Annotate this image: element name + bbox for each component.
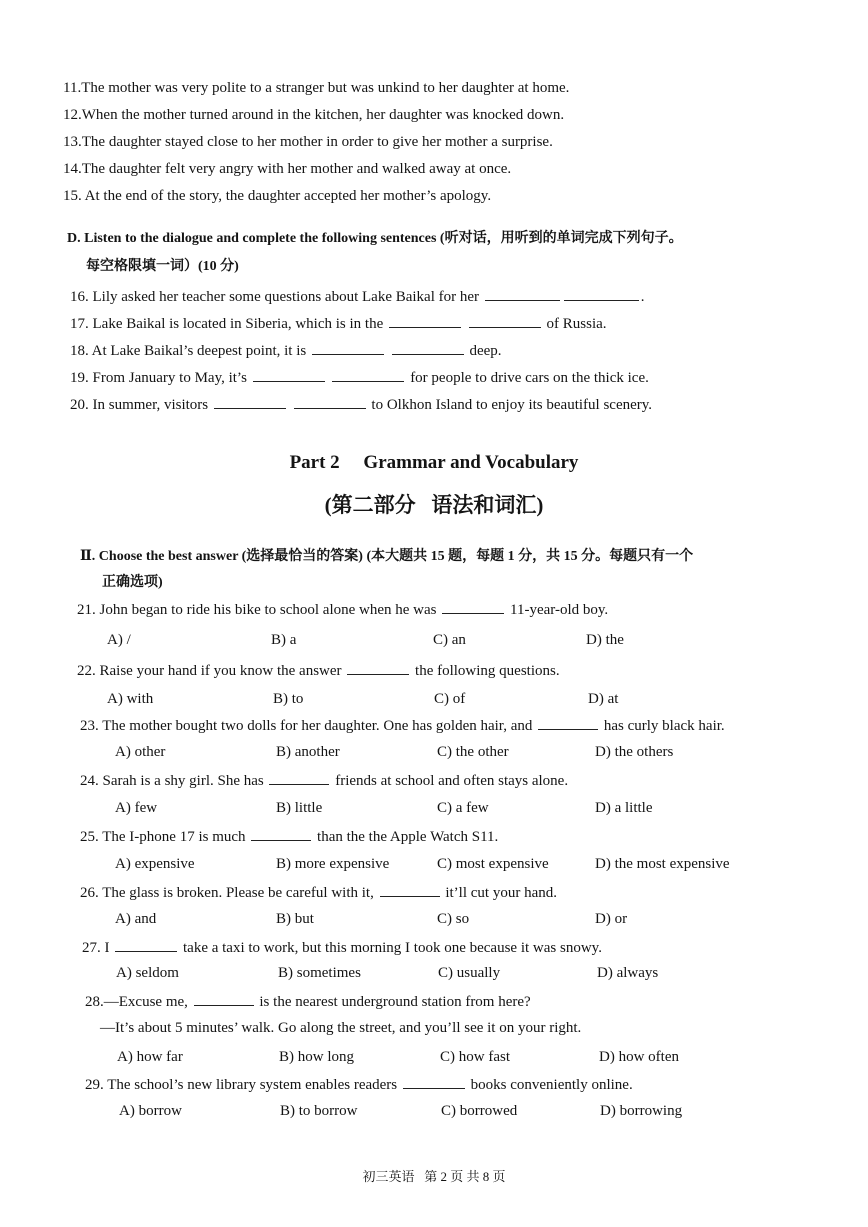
tf-item: 14.The daughter felt very angry with her mother and walked away at once. xyxy=(63,161,512,177)
option-c[interactable]: C) so xyxy=(437,911,470,927)
question-text: 28.—Excuse me, xyxy=(85,994,188,1010)
option-d[interactable]: D) the most expensive xyxy=(595,856,730,872)
tf-item: 15. At the end of the story, the daughter accepted her mother’s apology. xyxy=(63,188,492,204)
answer-blank[interactable] xyxy=(564,287,639,301)
answer-blank[interactable] xyxy=(347,661,409,675)
question-text: 29. The school’s new library system enables readers xyxy=(85,1077,398,1093)
fill-item-text: of Russia. xyxy=(546,316,607,332)
fill-item-text: 17. Lake Baikal is located in Siberia, which is in the xyxy=(70,316,384,332)
section-ii-heading-cont: 正确选项) xyxy=(102,575,163,590)
fill-item xyxy=(70,368,649,387)
option-c[interactable]: C) how fast xyxy=(440,1049,510,1065)
answer-blank[interactable] xyxy=(115,938,177,952)
question-text: it’ll cut your hand. xyxy=(445,885,557,901)
question-stem xyxy=(77,600,608,619)
fill-item-text: to Olkhon Island to enjoy its beautiful scenery. xyxy=(371,397,653,413)
option-b[interactable]: B) sometimes xyxy=(278,965,361,981)
option-a[interactable]: A) borrow xyxy=(119,1103,182,1119)
option-b[interactable]: B) but xyxy=(276,911,314,927)
part-title: Part 2 Grammar and Vocabulary xyxy=(289,452,579,473)
question-stem xyxy=(77,661,560,680)
part-subtitle: (第二部分 语法和词汇) xyxy=(324,493,544,517)
page-footer: 初三英语 第 2 页 共 8 页 xyxy=(362,1169,506,1184)
answer-blank[interactable] xyxy=(312,341,384,355)
option-a[interactable]: A) few xyxy=(115,800,158,816)
answer-blank[interactable] xyxy=(442,600,504,614)
option-c[interactable]: C) an xyxy=(433,632,466,648)
option-d[interactable]: D) the xyxy=(586,632,624,648)
fill-item xyxy=(70,395,652,414)
option-d[interactable]: D) a little xyxy=(595,800,653,816)
option-a[interactable]: A) expensive xyxy=(115,856,195,872)
answer-blank[interactable] xyxy=(214,395,286,409)
fill-item-text: for people to drive cars on the thick ice. xyxy=(410,370,649,386)
question-text: take a taxi to work, but this morning I took one because it was snowy. xyxy=(183,940,602,956)
question-text: has curly black hair. xyxy=(603,718,725,734)
answer-blank[interactable] xyxy=(332,368,404,382)
option-b[interactable]: B) little xyxy=(276,800,323,816)
option-a[interactable]: A) other xyxy=(115,744,166,760)
question-stem xyxy=(85,992,531,1011)
option-d[interactable]: D) or xyxy=(595,911,628,927)
answer-blank[interactable] xyxy=(469,314,541,328)
question-text: friends at school and often stays alone. xyxy=(335,773,569,789)
question-text: 11-year-old boy. xyxy=(510,602,609,618)
option-d[interactable]: D) the others xyxy=(595,744,674,760)
section-d-heading: D. Listen to the dialogue and complete the following sentences (听对话，用听到的单词完成下列句子。 xyxy=(67,231,683,246)
fill-item-text: . xyxy=(640,289,645,305)
option-b[interactable]: B) more expensive xyxy=(276,856,390,872)
option-c[interactable]: C) borrowed xyxy=(441,1103,518,1119)
option-c[interactable]: C) of xyxy=(434,691,466,707)
question-text: 25. The I-phone 17 is much xyxy=(80,829,246,845)
section-ii-heading: Ⅱ. Choose the best answer (选择最恰当的答案) (本大题共 15 题，每题 1 分，共 15 分。每题只有一个 xyxy=(80,549,694,564)
option-a[interactable]: A) seldom xyxy=(116,965,179,981)
option-b[interactable]: B) to xyxy=(273,691,304,707)
fill-item-text: 19. From January to May, it’s xyxy=(70,370,247,386)
option-c[interactable]: C) the other xyxy=(437,744,509,760)
answer-blank[interactable] xyxy=(194,992,254,1006)
question-stem xyxy=(80,771,568,790)
fill-item-text: 20. In summer, visitors xyxy=(70,397,209,413)
answer-blank[interactable] xyxy=(294,395,366,409)
question-text: than the the Apple Watch S11. xyxy=(317,829,499,845)
question-dialogue-reply: —It’s about 5 minutes’ walk. Go along the street, and you’ll see it on your right. xyxy=(100,1020,582,1036)
option-b[interactable]: B) to borrow xyxy=(280,1103,358,1119)
tf-item: 11.The mother was very polite to a stranger but was unkind to her daughter at home. xyxy=(63,80,570,96)
answer-blank[interactable] xyxy=(269,771,329,785)
option-b[interactable]: B) a xyxy=(271,632,297,648)
question-text: 27. I xyxy=(82,940,110,956)
fill-item-text: 18. At Lake Baikal’s deepest point, it is xyxy=(70,343,307,359)
option-c[interactable]: C) a few xyxy=(437,800,489,816)
option-d[interactable]: D) at xyxy=(588,691,619,707)
option-d[interactable]: D) borrowing xyxy=(600,1103,683,1119)
answer-blank[interactable] xyxy=(389,314,461,328)
question-text: 26. The glass is broken. Please be careful with it, xyxy=(80,885,374,901)
answer-blank[interactable] xyxy=(538,716,598,730)
fill-item-text: 16. Lily asked her teacher some questions about Lake Baikal for her xyxy=(70,289,480,305)
question-stem xyxy=(85,1075,633,1094)
tf-item: 12.When the mother turned around in the kitchen, her daughter was knocked down. xyxy=(63,107,565,123)
question-text: is the nearest underground station from here? xyxy=(259,994,531,1010)
option-d[interactable]: D) how often xyxy=(599,1049,679,1065)
fill-item xyxy=(70,287,645,306)
option-b[interactable]: B) another xyxy=(276,744,340,760)
question-stem xyxy=(80,883,557,902)
fill-item-text: deep. xyxy=(469,343,502,359)
question-stem xyxy=(80,827,498,846)
option-a[interactable]: A) with xyxy=(107,691,154,707)
option-a[interactable]: A) how far xyxy=(117,1049,183,1065)
option-a[interactable]: A) / xyxy=(107,632,131,648)
question-stem xyxy=(82,938,602,957)
question-text: 21. John began to ride his bike to school alone when he was xyxy=(77,602,437,618)
question-text: 23. The mother bought two dolls for her daughter. One has golden hair, and xyxy=(80,718,533,734)
answer-blank[interactable] xyxy=(392,341,464,355)
option-c[interactable]: C) most expensive xyxy=(437,856,549,872)
section-d-heading-cont: 每空格限填一词）(10 分) xyxy=(86,259,239,274)
question-text: books conveniently online. xyxy=(470,1077,633,1093)
fill-item xyxy=(70,314,607,333)
answer-blank[interactable] xyxy=(251,827,311,841)
answer-blank[interactable] xyxy=(403,1075,465,1089)
answer-blank[interactable] xyxy=(380,883,440,897)
answer-blank[interactable] xyxy=(253,368,325,382)
answer-blank[interactable] xyxy=(485,287,560,301)
option-b[interactable]: B) how long xyxy=(279,1049,354,1065)
question-text: the following questions. xyxy=(415,663,560,679)
option-a[interactable]: A) and xyxy=(115,911,157,927)
question-stem xyxy=(80,716,725,735)
tf-item: 13.The daughter stayed close to her mother in order to give her mother a surprise. xyxy=(63,134,553,150)
fill-item xyxy=(70,341,502,360)
option-d[interactable]: D) always xyxy=(597,965,659,981)
question-text: 22. Raise your hand if you know the answer xyxy=(77,663,342,679)
option-c[interactable]: C) usually xyxy=(438,965,501,981)
question-text: 24. Sarah is a shy girl. She has xyxy=(80,773,264,789)
